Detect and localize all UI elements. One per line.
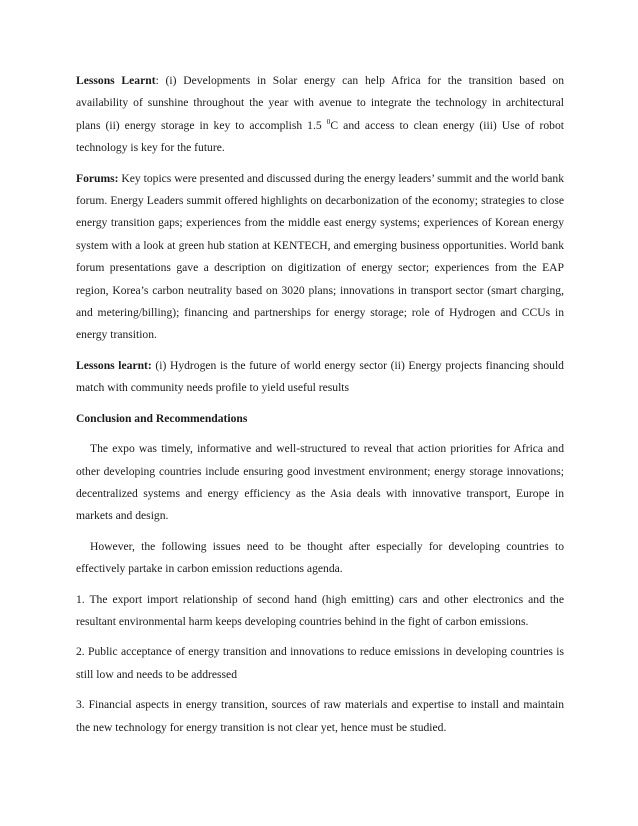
lessons-learnt-2-text: (i) Hydrogen is the future of world energy sector (ii) Energy projects financing should match with community needs profile to yield useful results bbox=[76, 358, 564, 395]
lessons-learnt-text-b: C and access to clean energy (iii) Use of robot technology is key for the future. bbox=[76, 118, 564, 155]
degree-superscript: 0 bbox=[326, 116, 331, 126]
issues-intro-paragraph: However, the following issues need to be thought after especially for developing countries to effectively partake in carbon emission reductions agenda. bbox=[76, 539, 564, 576]
forums-paragraph bbox=[76, 168, 564, 347]
list-item-3: 3. Financial aspects in energy transition, sources of raw materials and expertise to install and maintain the new technology for energy transition is not clear yet, hence must be studied. bbox=[76, 698, 564, 734]
lessons-learnt-2-lead: Lessons learnt: bbox=[76, 358, 152, 372]
lessons-learnt-2-paragraph bbox=[76, 355, 564, 400]
forums-lead: Forums: bbox=[76, 171, 119, 185]
expo-paragraph: The expo was timely, informative and well-structured to reveal that action priorities for Africa and other developing countries include ensuring good investment environment; energy storage innovations; decentralized systems and energy efficiency as the Asia deals with innovative transport, Europe in markets and design. bbox=[76, 442, 564, 523]
forums-text: Key topics were presented and discussed during the energy leaders’ summit and the world bank forum. Energy Leaders summit offered highlights on decarbonization of the economy; strategies to close energy transition gaps; experiences from the middle east energy systems; experiences of Korean energy system with a look at green hub station at KENTECH, and emerging business opportunities. World bank forum presentations gave a description on digitization of energy sector; experiences from the EAP region, Korea’s carbon neutrality based on 3020 plans; innovations in transport sector (smart charging, and metering/billing); financing and partnerships for energy storage; role of Hydrogen and CCUs in energy transition. bbox=[76, 171, 564, 342]
conclusion-heading: Conclusion and Recommendations bbox=[76, 411, 248, 425]
lessons-learnt-lead: Lessons Learnt bbox=[76, 74, 156, 87]
lessons-learnt-paragraph bbox=[76, 70, 564, 160]
list-item-1: 1. The export import relationship of second hand (high emitting) cars and other electronics and the resultant environmental harm keeps developing countries behind in the fight of carbon emissions. bbox=[76, 592, 564, 628]
list-item-2: 2. Public acceptance of energy transition and innovations to reduce emissions in developing countries is still low and needs to be addressed bbox=[76, 645, 564, 681]
lessons-learnt-text-a: : (i) Developments in Solar energy can help Africa for the transition based on availability of sunshine throughout the year with avenue to integrate the technology in architectural plans (ii) energy storage in key to accomplish 1.5 bbox=[76, 74, 564, 132]
document-page bbox=[76, 70, 564, 747]
